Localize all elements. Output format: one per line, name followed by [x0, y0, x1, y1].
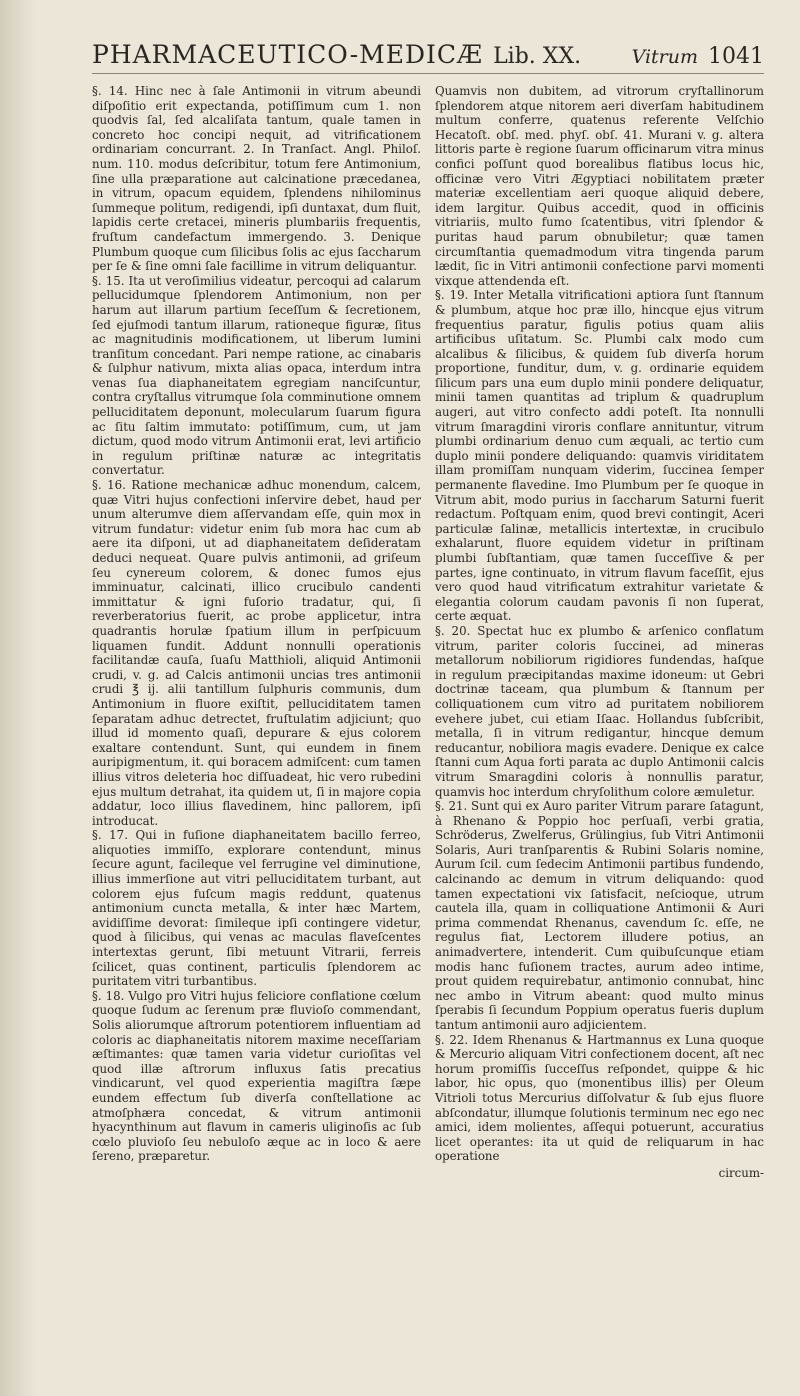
right-column [435, 84, 764, 1181]
paragraph-19: §. 19. Inter Metalla vitrificationi aptiora ſunt ſtannum & plumbum, atque hoc præ illo, hincque ejus vitrum frequentius paratur, figulis potius quam aliis artificibus uſitatum. Sc. Plumbi calx modo cum alcalibus & ſilicibus, & quidem ſub diverſa horum proportione, funditur, dum, v. g. ordinarie equidem ſilicum pars una eum duplo minii pondere deliquatur, minii tamen quantitas ad triplum & quadruplum augeri, aut vitro confecto addi poteſt. Ita nonnulli vitrum ſmaragdini viroris conflare annituntur, vitrum plumbi ordinarium denuo cum æquali, ac tertio cum duplo minii pondere deliquando: quamvis viriditatem illam promiſſam nunquam viderim, ſuccinea ſemper permanente flavedine. Imo Plumbum per ſe quoque in Vitrum abit, modo purius in ſaccharum Saturni fuerit redactum. Poſtquam enim, quod brevi contingit, Aceri particulæ ſalinæ, metallicis intertextæ, in crucibulo exhalarunt, fluore equidem videtur in priſtinam plumbi ſubſtantiam, quæ tamen ſucceſſive & per partes, igne continuato, in vitrum flavum faceſſit, ejus vero quod haud vitrificatum extrahitur varietate & elegantia colorum caudam pavonis ſi non ſuperat, certe æquat. [435, 288, 764, 624]
paragraph-21: §. 21. Sunt qui ex Auro pariter Vitrum parare ſatagunt, à Rhenano & Poppio hoc perſuaſi, verbi gratia, Schröderus, Zwelferus, Grülingius, ſub Vitri Antimonii Solaris, Auri tranſparentis & Rubini Solaris nomine, Aurum ſcil. cum ſedecim Antimonii partibus fundendo, calcinando ac demum in vitrum deliquando: quod tamen expectationi vix ſatisfacit, neſcioque, utrum cautela illa, quam in colliquatione Antimonii & Auri prima commendat Rhenanus, cavendum ſc. eſſe, ne regulus fiat, Lectorem illudere potius, an animadvertere, intenderit. Cum quibuſcunque etiam modis hanc fuſionem tractes, aurum adeo intime, prout quidem requirebatur, antimonio connubat, hinc nec ambo in Vitrum abeant: quod multo minus ſperabis ſi ſecundum Poppium operatus fueris duplum tantum antimonii auro adjicientem. [435, 799, 764, 1032]
paragraph-16: §. 16. Ratione mechanicæ adhuc monendum, calcem, quæ Vitri hujus confectioni inſervire debet, haud per unum alterumve diem aſſervandam eſſe, quin mox in vitrum fundatur: videtur enim ſub mora hac cum ab aere ita diſponi, ut ad diaphaneitatem deſideratam deduci nequeat. Quare pulvis antimonii, ad griſeum ſeu cynereum colorem, & donec fumos ejus imminuatur, calcinati, illico crucibulo candenti immittatur & igni fuſorio tradatur, qui, ſi reverberatorius fuerit, ac probe applicetur, intra quadrantis horulæ ſpatium illum in perſpicuum liquamen fundit. Addunt nonnulli operationis facilitandæ cauſa, ſuaſu Matthioli, aliquid Antimonii crudi, v. g. ad Calcis antimonii uncias tres antimonii crudi ℥ ij. alii tantillum ſulphuris communis, dum Antimonium in fluore exiſtit, pelluciditatem tamen ſeparatam adhuc detrectet, fruſtulatim adjiciunt; quo illud id momento quaſi, depurare & ejus colorem exaltare contendunt. Sunt, qui eundem in finem auripigmentum, it. qui boracem admiſcent: cum tamen illius vitros deleteria hoc diſſuadeat, hic vero rubedini ejus multum detrahat, ita quidem ut, ſi in majore copia addatur, loco illius flavedinem, hinc pallorem, ipſi introducat. [92, 478, 421, 828]
paragraph-14: §. 14. Hinc nec à ſale Antimonii in vitrum abeundi diſpoſitio erit expectanda, potiſſimum cum 1. non quodvis ſal, ſed alcaliſata tantum, quale tamen in concreto hoc concipi nequit, ad vitrificationem ordinariam concurrant. 2. In Tranſact. Angl. Philoſ. num. 110. modus deſcribitur, totum fere Antimonium, ſine ulla præparatione aut calcinatione præcedanea, in vitrum, opacum equidem, ſplendens nihilominus ſummeque politum, redigendi, ipſi duntaxat, dum fluit, lapidis certe cretacei, mineris plumbariis frequentis, fruſtum candefactum immergendo. 3. Denique Plumbum quoque cum ſilicibus ſolis ac ejus ſaccharum per ſe & ſine omni ſale facillime in vitrum deliquantur. [92, 84, 421, 274]
running-header [92, 40, 764, 74]
section-title: Vitrum [631, 46, 698, 68]
running-title: PHARMACEUTICO-MEDICÆ [92, 40, 484, 69]
catchword: circum- [718, 1165, 764, 1180]
page-number: 1041 [708, 44, 764, 69]
left-column [92, 84, 421, 1181]
paragraph-15: §. 15. Ita ut veroſimilius videatur, percoqui ad calarum pellucidumque ſplendorem Antimonium, non per harum aut illarum partium ſeceſſum & ſecretionem, ſed ejuſmodi tantum illarum, rationeque figuræ, ſitus ac magnitudinis modificationem, ut liberum lumini tranſitum concedant. Pari nempe ratione, ac cinabaris & ſulphur nativum, mixta alias opaca, interdum intra venas ſua diaphaneitatem egregiam nanciſcuntur, contra cryſtallus vitrumque ſola comminutione omnem pelluciditatem deponunt, molecularum ſuarum figura ac ſitu ſaltim immutato: potiſſimum, cum, ut jam dictum, quod modo vitrum Antimonii erat, levi artificio in regulum priſtinæ naturæ ac integritatis convertatur. [92, 273, 421, 478]
paragraph-18-continued: Quamvis non dubitem, ad vitrorum cryſtallinorum ſplendorem atque nitorem aeri diverſam habitudinem multum conferre, quatenus referente Velſchio Hecatoſt. obſ. med. phyſ. obſ. 41. Murani v. g. altera littoris parte è regione ſuarum officinarum vitra minus confici poſſunt quod borealibus flatibus locus hic, officinæ vero Vitri Ægyptiaci nobilitatem præter materiæ excellentiam aeri quoque aliquid debere, idem largitur. Quibus accedit, quod in officinis vitriariis, multo fumo ſcatentibus, vitri ſplendor & puritas haud parum obnubiletur; quæ tamen circumſtantia quemadmodum vitra tingenda parum lædit, ſic in Vitri antimonii confectione parvi momenti vixque attendenda eſt. [435, 84, 764, 288]
book-number: Lib. XX. [493, 44, 582, 69]
paragraph-17: §. 17. Qui in fuſione diaphaneitatem bacillo ferreo, aliquoties immiſſo, explorare contendunt, minus ſecure agunt, facileque vel ferrugine vel diminutione, illius immerſione aut vitri pelluciditatem turbant, aut colorem ejus fuſcum magis reddunt, quatenus antimonium cuncta metalla, & inter hæc Martem, avidiſſime devorat: ſimileque ipſi contingere videtur, quod à ſilicibus, qui venas ac maculas flaveſcentes intertextas gerunt, ſibi metuunt Vitrarii, ferreis ſcilicet, quas continent, particulis ſplendorem ac puritatem vitri turbantibus. [92, 828, 421, 989]
paragraph-22: §. 22. Idem Rhenanus & Hartmannus ex Luna quoque & Mercurio aliquam Vitri confectionem docent, aſt nec horum promiſſis ſucceſſus reſpondet, quippe & hic labor, hic opus, quo (monentibus illis) per Oleum Vitrioli totus Mercurius diſſolvatur & ſub ejus fluore abſcondatur, illumque ſolutionis terminum nec ego nec amici, idem molientes, aſſequi potuerunt, accuratius licet operantes: ita ut quid de reliquarum in hac operatione [435, 1032, 764, 1164]
text-columns [92, 84, 764, 1181]
paragraph-18: §. 18. Vulgo pro Vitri hujus feliciore conflatione cœlum quoque ſudum ac ſerenum præ fluvioſo commendant, Solis aliorumque aſtrorum potentiorem influentiam ad coloris ac diaphaneitatis nitorem maxime neceſſariam æſtimantes: quæ tamen varia videtur curioſitas vel quod illæ aſtrorum influxus ſatis precatius vindicarunt, vel quod experientia magiſtra ſæpe eundem effectum ſub diverſa conſtellatione ac atmoſphæra concedat, & vitrum antimonii hyacynthinum aut flavum in cameris uliginoſis ac ſub cœlo pluvioſo ſeu nebuloſo æque ac in loco & aere ſereno, præparetur. [92, 988, 421, 1164]
paragraph-20: §. 20. Spectat huc ex plumbo & arſenico conflatum vitrum, pariter coloris ſuccinei, ad mineras metallorum nobiliorum rigidiores fundendas, haſque in regulum præcipitandas maxime idoneum: ut Gebri doctrinæ taceam, qua plumbum & ſtannum per colliquationem cum vitro ad puritatem nobiliorem evehere jubet, cui etiam Iſaac. Hollandus ſubſcribit, metalla, ſi in vitrum redigantur, hincque demum reducantur, nobiliora magis evadere. Denique ex calce ſtanni cum Aqua forti parata ac duplo Antimonii calcis vitrum Smaragdini coloris à nonnullis paratur, quamvis hoc interdum chryſolithum colore æmuletur. [435, 623, 764, 799]
